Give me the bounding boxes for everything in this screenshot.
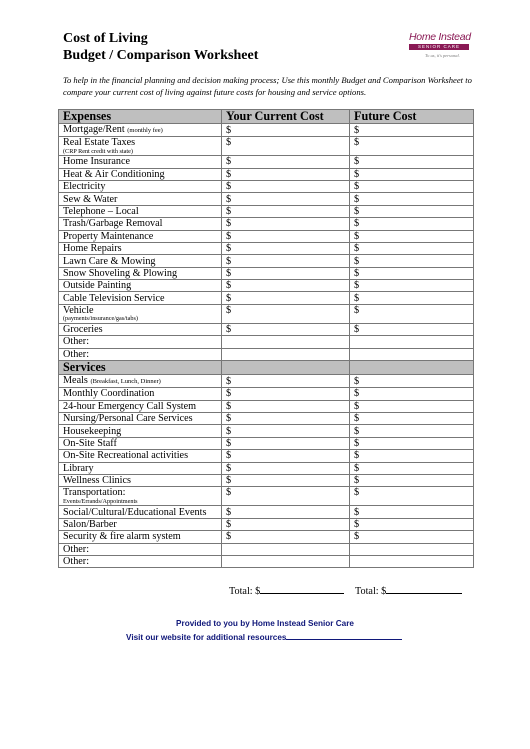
row-label: [59, 348, 222, 360]
row-label: [59, 168, 222, 180]
row-label-text: Home Insurance: [63, 156, 131, 168]
row-label: [59, 205, 222, 217]
expense-row: [59, 323, 474, 335]
current-cost-cell[interactable]: $: [222, 437, 350, 449]
row-label-note: (payments/insurance/gas/tabs): [63, 315, 138, 323]
row-label: [59, 323, 222, 335]
column-header-current-cost: Your Current Cost: [222, 110, 350, 124]
current-cost-cell[interactable]: $: [222, 193, 350, 205]
future-cost-cell[interactable]: $: [350, 168, 474, 180]
row-label: [59, 304, 222, 323]
row-label-text: Groceries: [63, 324, 103, 336]
row-label: [59, 230, 222, 242]
future-cost-cell[interactable]: $: [350, 137, 474, 156]
current-cost-cell[interactable]: $: [222, 425, 350, 437]
row-label: [59, 543, 222, 555]
future-cost-cell[interactable]: $: [350, 437, 474, 449]
future-cost-cell[interactable]: $: [350, 230, 474, 242]
expense-row: [59, 205, 474, 217]
row-label: [59, 413, 222, 425]
row-label-text: Social/Cultural/Educational Events: [63, 506, 207, 518]
row-label-text: Other:: [63, 348, 90, 360]
current-cost-cell[interactable]: $: [222, 124, 350, 137]
logo-sub: SENIOR CARE: [417, 44, 460, 49]
future-cost-cell[interactable]: $: [350, 304, 474, 323]
current-cost-cell[interactable]: $: [222, 413, 350, 425]
title-line-2: Budget / Comparison Worksheet: [63, 47, 259, 63]
expense-row: [59, 230, 474, 242]
row-label: [59, 506, 222, 518]
intro-text: To help in the financial planning and decision making process; Use this monthly Budget and Comparison Worksheet to compare your current cost of living against future costs for housing and service options.: [63, 75, 472, 97]
current-cost-cell[interactable]: $: [222, 168, 350, 180]
row-label: [59, 280, 222, 292]
current-cost-cell[interactable]: [222, 336, 350, 348]
future-cost-cell[interactable]: $: [350, 474, 474, 486]
current-cost-cell[interactable]: $: [222, 474, 350, 486]
service-row: [59, 487, 474, 506]
future-cost-cell[interactable]: $: [350, 462, 474, 474]
expense-row: [59, 137, 474, 156]
current-cost-cell[interactable]: $: [222, 137, 350, 156]
future-cost-cell[interactable]: $: [350, 531, 474, 543]
future-cost-cell[interactable]: $: [350, 292, 474, 304]
future-cost-cell[interactable]: $: [350, 205, 474, 217]
expense-row: [59, 242, 474, 254]
row-label: [59, 388, 222, 400]
row-label: [59, 450, 222, 462]
row-label-text: Heat & Air Conditioning: [63, 168, 165, 180]
services-heading-blank: [222, 361, 350, 375]
future-cost-cell[interactable]: $: [350, 267, 474, 279]
row-label: [59, 267, 222, 279]
current-cost-cell[interactable]: $: [222, 205, 350, 217]
current-cost-cell[interactable]: $: [222, 462, 350, 474]
row-label: [59, 437, 222, 449]
expense-row: [59, 336, 474, 348]
current-cost-cell[interactable]: $: [222, 267, 350, 279]
row-label-text: On-Site Recreational activities: [63, 450, 189, 462]
expense-row: [59, 218, 474, 230]
expense-row: [59, 180, 474, 192]
services-section-row: [59, 361, 474, 375]
current-cost-cell[interactable]: $: [222, 255, 350, 267]
total-future[interactable]: [355, 584, 462, 597]
row-label: [59, 137, 222, 156]
row-label-text: Housekeeping: [63, 425, 122, 437]
table-header-row: [59, 110, 474, 124]
current-cost-cell[interactable]: $: [222, 280, 350, 292]
future-cost-cell[interactable]: $: [350, 323, 474, 335]
service-row: [59, 518, 474, 530]
service-row: [59, 474, 474, 486]
future-cost-cell[interactable]: $: [350, 156, 474, 168]
row-label-text: Real Estate Taxes: [63, 137, 136, 149]
row-label-text: Nursing/Personal Care Services: [63, 413, 193, 425]
service-row: [59, 437, 474, 449]
service-row: [59, 375, 474, 388]
service-row: [59, 400, 474, 412]
service-row: [59, 462, 474, 474]
column-header-expenses: Expenses: [59, 110, 222, 124]
current-cost-cell[interactable]: $: [222, 375, 350, 388]
row-label-text: Property Maintenance: [63, 230, 154, 242]
row-label: [59, 218, 222, 230]
future-cost-cell[interactable]: $: [350, 242, 474, 254]
visit-website-text: Visit our website for additional resources: [126, 633, 287, 642]
service-row: [59, 506, 474, 518]
current-cost-cell[interactable]: $: [222, 180, 350, 192]
current-cost-cell[interactable]: $: [222, 230, 350, 242]
visit-website-line: [126, 631, 402, 642]
row-label-text: Telephone – Local: [63, 205, 139, 217]
future-cost-cell[interactable]: [350, 555, 474, 567]
expense-row: [59, 168, 474, 180]
current-cost-cell[interactable]: $: [222, 531, 350, 543]
future-cost-cell[interactable]: $: [350, 280, 474, 292]
future-cost-cell[interactable]: $: [350, 425, 474, 437]
row-label: [59, 255, 222, 267]
row-label: [59, 425, 222, 437]
row-label-text: Library: [63, 462, 94, 474]
service-row: [59, 413, 474, 425]
current-cost-cell[interactable]: $: [222, 388, 350, 400]
row-label-text: Lawn Care & Mowing: [63, 255, 156, 267]
service-row: [59, 531, 474, 543]
expense-row: [59, 255, 474, 267]
row-label: [59, 531, 222, 543]
service-row: [59, 543, 474, 555]
row-label: [59, 487, 222, 506]
logo-tagline: To us, it's personal.: [425, 53, 460, 58]
row-label-text: Mortgage/Rent: [63, 124, 125, 136]
service-row: [59, 555, 474, 567]
future-cost-cell[interactable]: [350, 543, 474, 555]
row-label: [59, 124, 222, 137]
row-label-note: Events/Errands/Appointments: [63, 497, 138, 505]
row-label-text: Trash/Garbage Removal: [63, 218, 163, 230]
row-label: [59, 336, 222, 348]
row-label-text: Security & fire alarm system: [63, 531, 181, 543]
row-label-note: (CRP Rent credit with state): [63, 147, 133, 155]
row-label: [59, 292, 222, 304]
current-cost-cell[interactable]: $: [222, 450, 350, 462]
total-future-label: Total: $: [355, 586, 387, 597]
future-cost-cell[interactable]: $: [350, 218, 474, 230]
current-cost-cell[interactable]: $: [222, 506, 350, 518]
current-cost-cell[interactable]: $: [222, 400, 350, 412]
future-cost-cell[interactable]: [350, 348, 474, 360]
expense-row: [59, 292, 474, 304]
row-label-text: Outside Painting: [63, 280, 132, 292]
future-cost-cell[interactable]: $: [350, 506, 474, 518]
future-cost-cell[interactable]: $: [350, 193, 474, 205]
expense-row: [59, 348, 474, 360]
total-current[interactable]: [229, 584, 344, 597]
current-cost-cell[interactable]: $: [222, 218, 350, 230]
row-label-text: Snow Shoveling & Plowing: [63, 267, 178, 279]
current-cost-cell[interactable]: $: [222, 292, 350, 304]
row-label-text: Other:: [63, 543, 90, 555]
row-label-text: Transportation:: [63, 487, 126, 499]
row-label: [59, 180, 222, 192]
future-cost-cell[interactable]: [350, 336, 474, 348]
current-cost-cell[interactable]: $: [222, 156, 350, 168]
row-label: [59, 462, 222, 474]
row-label-text: Salon/Barber: [63, 518, 117, 530]
page-title: [63, 31, 258, 64]
row-label-text: Meals: [63, 375, 88, 387]
current-cost-cell[interactable]: $: [222, 487, 350, 506]
logo-name: Home Instead: [409, 31, 471, 43]
service-row: [59, 450, 474, 462]
expense-row: [59, 193, 474, 205]
current-cost-cell[interactable]: $: [222, 323, 350, 335]
row-label-text: Sew & Water: [63, 193, 118, 205]
future-cost-cell[interactable]: $: [350, 180, 474, 192]
row-label-note: (Breakfast, Lunch, Dinner): [90, 378, 161, 386]
total-current-label: Total: $: [229, 586, 261, 597]
expense-row: [59, 304, 474, 323]
expense-row: [59, 124, 474, 137]
row-label: [59, 242, 222, 254]
current-cost-cell[interactable]: $: [222, 518, 350, 530]
row-label-text: Other:: [63, 556, 90, 568]
title-line-1: Cost of Living: [63, 31, 148, 46]
row-label: [59, 400, 222, 412]
home-instead-logo: [405, 30, 475, 63]
row-label-text: 24-hour Emergency Call System: [63, 400, 197, 412]
future-cost-cell[interactable]: $: [350, 450, 474, 462]
expense-row: [59, 267, 474, 279]
services-heading: Services: [59, 361, 222, 375]
row-label-text: Other:: [63, 336, 90, 348]
future-cost-cell[interactable]: $: [350, 487, 474, 506]
future-cost-cell[interactable]: $: [350, 400, 474, 412]
expense-row: [59, 156, 474, 168]
service-row: [59, 388, 474, 400]
row-label-text: On-Site Staff: [63, 437, 117, 449]
future-cost-cell[interactable]: $: [350, 375, 474, 388]
expense-row: [59, 280, 474, 292]
total-future-line[interactable]: [386, 584, 462, 594]
future-cost-cell[interactable]: $: [350, 388, 474, 400]
row-label-text: Electricity: [63, 181, 106, 193]
row-label-note: (monthly fee): [127, 127, 163, 135]
future-cost-cell[interactable]: $: [350, 255, 474, 267]
current-cost-cell[interactable]: [222, 543, 350, 555]
row-label: [59, 193, 222, 205]
row-label-text: Cable Television Service: [63, 292, 165, 304]
row-label: [59, 555, 222, 567]
provided-by-text: Provided to you by Home Instead Senior Care: [176, 619, 354, 628]
row-label-text: Home Repairs: [63, 243, 122, 255]
current-cost-cell[interactable]: $: [222, 242, 350, 254]
service-row: [59, 425, 474, 437]
future-cost-cell[interactable]: $: [350, 413, 474, 425]
future-cost-cell[interactable]: $: [350, 124, 474, 137]
worksheet-table: [58, 109, 474, 568]
row-label: [59, 156, 222, 168]
column-header-future-cost: Future Cost: [350, 110, 474, 124]
row-label: [59, 518, 222, 530]
current-cost-cell[interactable]: [222, 555, 350, 567]
row-label: [59, 474, 222, 486]
future-cost-cell[interactable]: $: [350, 518, 474, 530]
current-cost-cell[interactable]: $: [222, 304, 350, 323]
total-current-line[interactable]: [260, 584, 344, 594]
services-heading-blank: [350, 361, 474, 375]
current-cost-cell[interactable]: [222, 348, 350, 360]
row-label-text: Vehicle: [63, 304, 94, 316]
row-label-text: Wellness Clinics: [63, 475, 131, 487]
website-link[interactable]: [286, 631, 402, 640]
row-label-text: Monthly Coordination: [63, 388, 155, 400]
row-label: [59, 375, 222, 388]
